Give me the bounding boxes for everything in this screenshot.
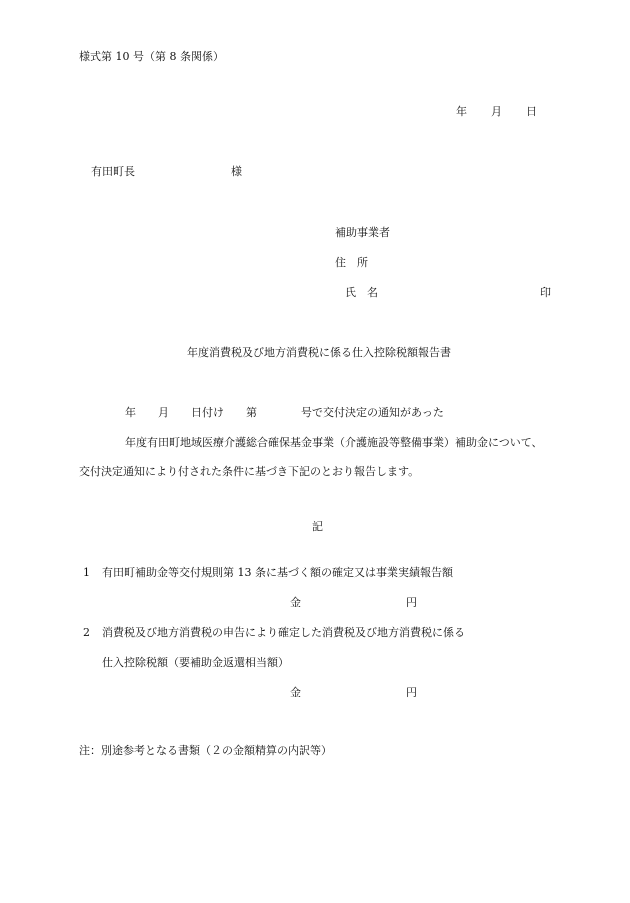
addressee-honorific: 様	[231, 165, 242, 178]
date-year-label: 年	[456, 105, 467, 118]
address-label: 住 所	[335, 256, 368, 269]
seal-mark: 印	[540, 286, 551, 299]
applicant-heading: 補助事業者	[335, 226, 390, 239]
item-1-text: 有田町補助金等交付規則第 13 条に基づく額の確定又は事業実績報告額	[102, 566, 453, 579]
date-day-label: 日	[526, 105, 537, 118]
report-title: 年度消費税及び地方消費税に係る仕入控除税額報告書	[187, 346, 451, 359]
body-line-2: 年度有田町地域医療介護総合確保基金事業（介護施設等整備事業）補助金について、	[125, 436, 543, 449]
item-2-number: 2	[83, 626, 90, 639]
item-1-currency: 金	[290, 596, 301, 609]
addressee-title: 有田町長	[91, 165, 135, 178]
body-line-1: 年 月 日付け 第 号で交付決定の通知があった	[125, 406, 444, 419]
date-month-label: 月	[491, 105, 502, 118]
body-line-3: 交付決定通知により付された条件に基づき下記のとおり報告します。	[79, 465, 420, 478]
form-number: 様式第 10 号（第 8 条関係）	[79, 50, 224, 63]
item-1-yen: 円	[406, 596, 417, 609]
item-2-yen: 円	[406, 686, 417, 699]
item-2-currency: 金	[290, 686, 301, 699]
ki-heading: 記	[312, 520, 323, 533]
item-1-number: 1	[83, 566, 90, 579]
note: 注：別途参考となる書類（２の金額精算の内訳等）	[79, 744, 332, 757]
item-2-text: 消費税及び地方消費税の申告により確定した消費税及び地方消費税に係る	[102, 626, 465, 639]
name-label: 氏 名	[345, 286, 378, 299]
item-2-text-line-2: 仕入控除税額（要補助金返還相当額）	[102, 656, 289, 669]
